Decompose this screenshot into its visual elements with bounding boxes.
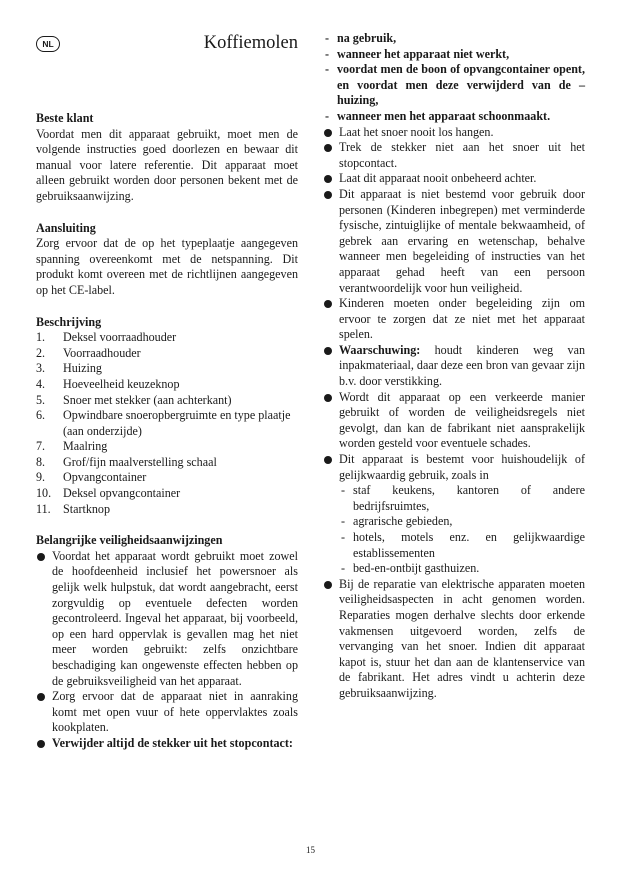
warning-text: houdt kinderen weg van inpakmateriaal, daar deze een bron van gevaar zijn b.v. door verstikking. [339,342,585,389]
intro-section [36,111,298,205]
page-number: 15 [306,845,315,855]
connection-text: Zorg ervoor dat de op het typeplaatje aangegeven spanning overeenkomt met de netspanning. Dit produkt komt overeen met de richtlijnen aangegeven op het CE-label. [36,236,298,297]
bullet-icon [324,144,332,152]
list-item: Laat dit apparaat nooit onbeheerd achter. [323,171,585,187]
list-item: 9. Opvangcontainer [36,470,147,485]
safety-section [36,533,298,751]
bullet-icon [37,553,45,561]
list-item: Dit apparaat is bestemt voor huishoudelijk of gelijkwaardig gebruik, zoals in - staf keukens, kantoren of andere bedrijfsruimtes, - agrarische gebieden, - hotels, motels enz. en gelijkwaardige establissementen - bed-en-ontbijt gasthuizen. [323,452,585,577]
list-item [323,343,585,390]
list-item: 4. Hoeveelheid keuzeknop [36,376,180,391]
list-item: - voordat men de boon of opvangcontainer opent, en voordat men deze verwijderd van de –huizing, [325,62,585,108]
list-item: - wanneer men het apparaat schoonmaakt. [325,108,551,123]
household-cases-list [339,483,585,577]
list-item: 7. Maalring [36,439,108,454]
list-item: Trek de stekker niet aan het snoer uit het stopcontact. [323,140,585,171]
list-item: Bij de reparatie van elektrische apparaten moeten veiligheidsaspecten in acht genomen worden. Reparaties mogen derhalve slechts door erkende vakmensen uitgevoerd worden, zelfs de vervanging van het snoer. Indien dit apparaat kapot is, stuur het dan aan de klantenservice van de fabrikant. Het adres vindt u achterin deze gebruiksaanwijzing. [323,577,585,702]
bullet-icon [324,300,332,308]
bullet-icon [324,456,332,464]
list-item: 11. Startknop [36,501,111,516]
list-item: Dit apparaat is niet bestemd voor gebruik door personen (Kinderen inbegrepen) met verminderde fysische, zintuiglijke of mentale bekwaamheid, of gebrek aan ervaring en wetenschap, behalve wanneer men begeleiding of instructies van het apparaat gehad heeft van een persoon verantwoordelijk voor hun veiligheid. [323,187,585,296]
language-badge: NL [36,36,60,52]
list-item: 2. Voorraadhouder [36,345,141,360]
connection-heading: Aansluiting [36,220,96,235]
list-item: Kinderen moeten onder begeleiding zijn om ervoor te zorgen dat ze niet met het apparaat spelen. [323,296,585,343]
bullet-icon [324,129,332,137]
list-item: 6. Opwindbare snoeropbergruimte en type plaatje (aan onderzijde) [36,408,291,438]
list-item: - wanneer het apparaat niet werkt, [325,46,510,61]
list-item: - agrarische gebieden, [341,514,453,529]
warning-label: Waarschuwing: [339,342,421,357]
left-column [36,31,298,752]
list-item: Laat het snoer nooit los hangen. [323,125,585,141]
safety-list-right [323,125,585,702]
list-item: Zorg ervoor dat de apparaat niet in aanraking komt met open vuur of hete oppervlaktes zoals kookplaten. [36,689,298,736]
list-item: Voordat het apparaat wordt gebruikt moet zowel de hoofdeenheid inclusief het powersnoer als gelijk welk hulpstuk, dat wordt aangebracht, eerst zorgvuldig op eventuele defecten worden gecontroleerd. Ingeval het apparaat, bij voorbeeld, op een hard oppervlak is gevallen mag het niet meer worden gebruikt: zelfs onzichtbare beschadiging kan ongewenste effecten hebben op de gebruiksveiligheid van het apparaat. [36,549,298,689]
right-column [323,31,585,702]
bullet-icon [324,581,332,589]
list-item: 5. Snoer met stekker (aan achterkant) [36,392,232,407]
list-item: Wordt dit apparaat op een verkeerde manier gebruikt of worden de veiligheidsregels niet gevolgt, dan kan de fabrikant niet aansprakelijk worden gesteld voor eventuele schades. [323,390,585,452]
unplug-cases-list [323,31,585,125]
list-item: - hotels, motels enz. en gelijkwaardige establissementen [341,530,585,560]
list-item: 8. Grof/fijn maalverstelling schaal [36,454,217,469]
intro-heading: Beste klant [36,111,94,125]
list-item: Verwijder altijd de stekker uit het stopcontact: [36,736,298,752]
bullet-icon [324,175,332,183]
bullet-icon [37,740,45,748]
list-item: - na gebruik, [325,31,397,45]
intro-text: Voordat men dit apparaat gebruikt, moet men de volgende instructies goed doorlezen en bewaar dit manual voor latere referentie. Dit apparaat moet alleen gebruikt worden door personen bekent met de gebruiksaanwijzing. [36,126,298,203]
bullet-icon [324,191,332,199]
bullet-icon [324,394,332,402]
description-section [36,315,298,518]
list-item: 3. Huizing [36,361,102,376]
connection-section [36,221,298,299]
list-item: - bed-en-ontbijt gasthuizen. [341,561,480,576]
page-title: Koffiemolen [203,33,298,53]
parts-list [36,330,298,517]
description-heading: Beschrijving [36,314,102,329]
safety-list-left [36,549,298,752]
bullet-icon [324,347,332,355]
bullet-icon [37,693,45,701]
safety-heading: Belangrijke veiligheidsaanwijzingen [36,533,223,548]
list-item: 1. Deksel voorraadhouder [36,330,177,345]
list-item: 10. Deksel opvangcontainer [36,486,181,501]
list-item: - staf keukens, kantoren of andere bedrijfsruimtes, [341,483,585,513]
page-header [36,31,298,61]
